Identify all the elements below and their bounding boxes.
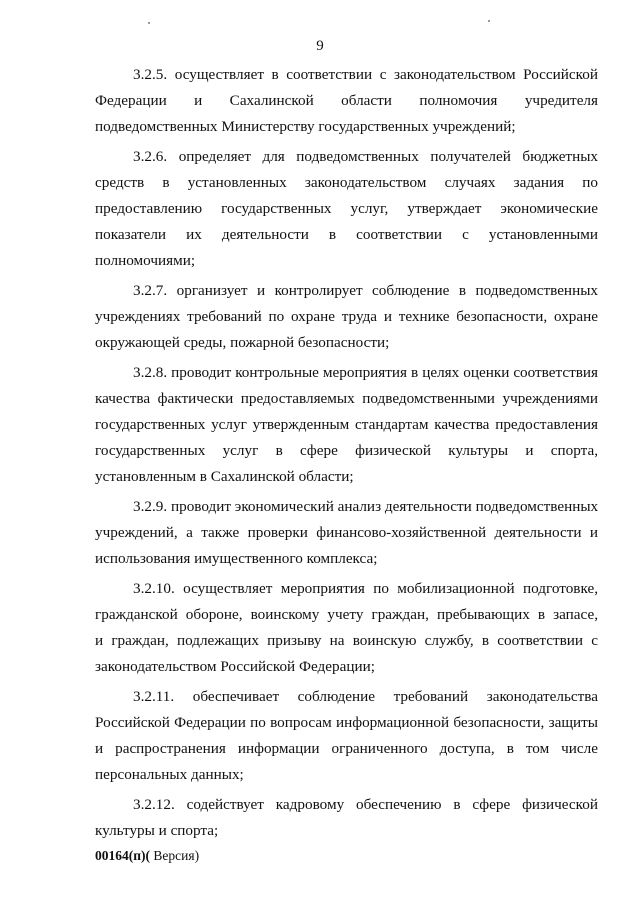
- paragraph-3-2-9: [95, 494, 598, 572]
- text-line: полномочиями;: [95, 252, 196, 269]
- text-line: и распространения информации ограниченного доступа, в том числе: [95, 740, 598, 757]
- paragraph-3-2-8: [95, 360, 598, 490]
- text-line: средств в установленных законодательством случаях задания по: [95, 174, 598, 191]
- scan-speck: [148, 22, 150, 24]
- text-line: 3.2.7. организует и контролирует соблюдение в подведомственных: [133, 282, 598, 299]
- text-line: 3.2.12. содействует кадровому обеспечению в сфере физической: [133, 796, 598, 813]
- paragraph-3-2-5: [95, 62, 598, 140]
- text-line: установленным в Сахалинской области;: [95, 468, 354, 485]
- footer-version: Версия): [150, 848, 200, 863]
- paragraph-3-2-6: [95, 144, 598, 274]
- text-line: 3.2.6. определяет для подведомственных получателей бюджетных: [133, 148, 598, 165]
- text-line: подведомственных Министерству государственных учреждений;: [95, 118, 516, 135]
- text-line: учреждениях требований по охране труда и технике безопасности, охране: [95, 308, 598, 325]
- paragraph-3-2-7: [95, 278, 598, 356]
- text-line: и граждан, подлежащих призыву на воинскую службу, в соответствии с: [95, 632, 598, 649]
- paragraph-3-2-10: [95, 576, 598, 680]
- text-line: окружающей среды, пожарной безопасности;: [95, 334, 390, 351]
- text-line: учреждений, а также проверки финансово-хозяйственной деятельности и: [95, 524, 598, 541]
- text-line: персональных данных;: [95, 766, 244, 783]
- footer-code: 00164(п)(: [95, 848, 151, 863]
- text-line: показатели их деятельности в соответствии с установленными: [95, 226, 598, 243]
- paragraph-3-2-12: [95, 792, 598, 844]
- text-line: культуры и спорта;: [95, 822, 219, 839]
- text-line: Федерации и Сахалинской области полномочия учредителя: [95, 92, 598, 109]
- document-footer: [95, 848, 199, 864]
- text-line: использования имущественного комплекса;: [95, 550, 378, 567]
- document-body: [95, 62, 598, 844]
- text-line: предоставлению государственных услуг, утверждает экономические: [95, 200, 598, 217]
- text-line: государственных услуг утвержденным стандартам качества предоставления: [95, 416, 598, 433]
- text-line: законодательством Российской Федерации;: [95, 658, 375, 675]
- scan-speck: [488, 20, 490, 22]
- page-number: 9: [316, 38, 324, 54]
- text-line: 3.2.10. осуществляет мероприятия по мобилизационной подготовке,: [133, 580, 598, 597]
- text-line: 3.2.11. обеспечивает соблюдение требований законодательства: [133, 688, 598, 705]
- text-line: 3.2.9. проводит экономический анализ деятельности подведомственных: [133, 498, 599, 515]
- text-line: гражданской обороне, воинскому учету граждан, пребывающих в запасе,: [95, 606, 598, 623]
- paragraph-3-2-11: [95, 684, 598, 788]
- text-line: 3.2.5. осуществляет в соответствии с законодательством Российской: [133, 66, 598, 83]
- text-line: 3.2.8. проводит контрольные мероприятия в целях оценки соответствия: [133, 364, 598, 381]
- text-line: качества фактически предоставляемых подведомственными учреждениями: [95, 390, 598, 407]
- text-line: государственных услуг в сфере физической культуры и спорта,: [95, 442, 598, 459]
- text-line: Российской Федерации по вопросам информационной безопасности, защиты: [95, 714, 598, 731]
